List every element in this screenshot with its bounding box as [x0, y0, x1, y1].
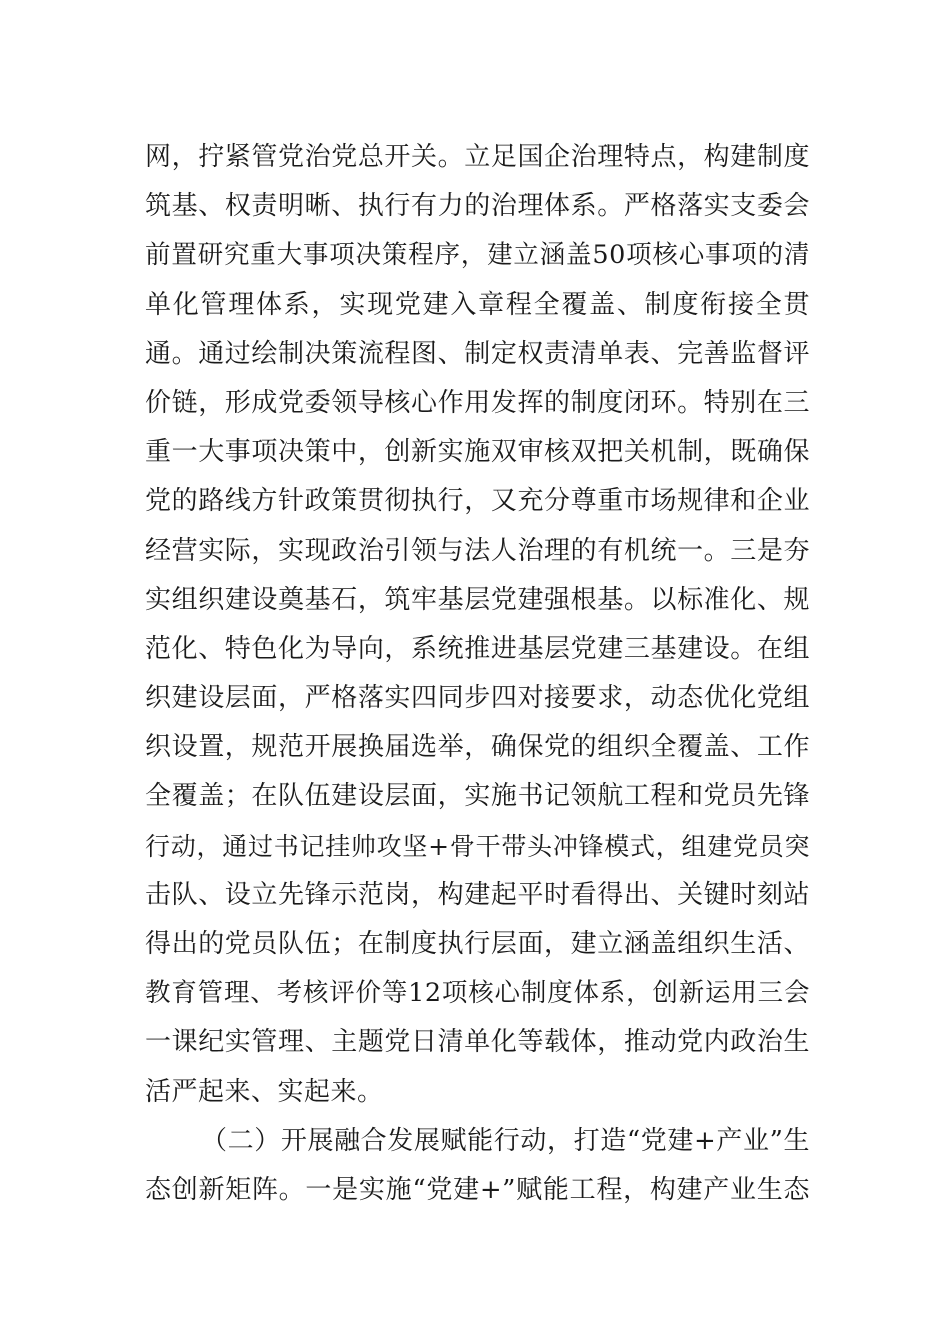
text-line: 全覆盖；在队伍建设层面，实施书记领航工程和党员先锋	[145, 781, 810, 812]
text-line: 党的路线方针政策贯彻执行，又充分尊重市场规律和企业	[145, 486, 810, 517]
text-line: 击队、设立先锋示范岗，构建起平时看得出、关键时刻站	[145, 879, 810, 910]
text-line: 织设置，规范开展换届选举，确保党的组织全覆盖、工作	[145, 732, 810, 763]
text-line: 得出的党员队伍；在制度执行层面，建立涵盖组织生活、	[145, 929, 810, 959]
text-line: 前置研究重大事项决策程序，建立涵盖50项核心事项的清	[145, 240, 810, 271]
text-line: 筑基、权责明晰、执行有力的治理体系。严格落实支委会	[145, 191, 810, 222]
text-line: 实组织建设奠基石，筑牢基层党建强根基。以标准化、规	[145, 584, 810, 615]
text-line: 教育管理、考核评价等12项核心制度体系，创新运用三会	[145, 978, 810, 1009]
document-body	[145, 133, 810, 1215]
text-line: 经营实际，实现政治引领与法人治理的有机统一。三是夯	[145, 535, 810, 566]
text-line: 一课纪实管理、主题党日清单化等载体，推动党内政治生	[145, 1027, 810, 1058]
text-line: 网，拧紧管党治党总开关。立足国企治理特点，构建制度	[145, 142, 810, 172]
text-line: 范化、特色化为导向，系统推进基层党建三基建设。在组	[145, 633, 810, 664]
text-line: 通。通过绘制决策流程图、制定权责清单表、完善监督评	[145, 338, 810, 369]
text-line: 重一大事项决策中，创新实施双审核双把关机制，既确保	[145, 437, 810, 468]
text-line: 行动，通过书记挂帅攻坚+骨干带头冲锋模式，组建党员突	[145, 831, 810, 861]
text-line: 价链，形成党委领导核心作用发挥的制度闭环。特别在三	[145, 387, 810, 418]
paragraph-end-line: 活严起来、实起来。	[145, 1076, 384, 1107]
text-line: 单化管理体系，实现党建入章程全覆盖、制度衔接全贯	[145, 289, 810, 320]
text-line: 态创新矩阵。一是实施“党建+”赋能工程，构建产业生态	[145, 1174, 810, 1205]
section-heading-line: （二）开展融合发展赋能行动，打造“党建+产业”生	[201, 1125, 810, 1156]
text-line: 织建设层面，严格落实四同步四对接要求，动态优化党组	[145, 683, 810, 714]
